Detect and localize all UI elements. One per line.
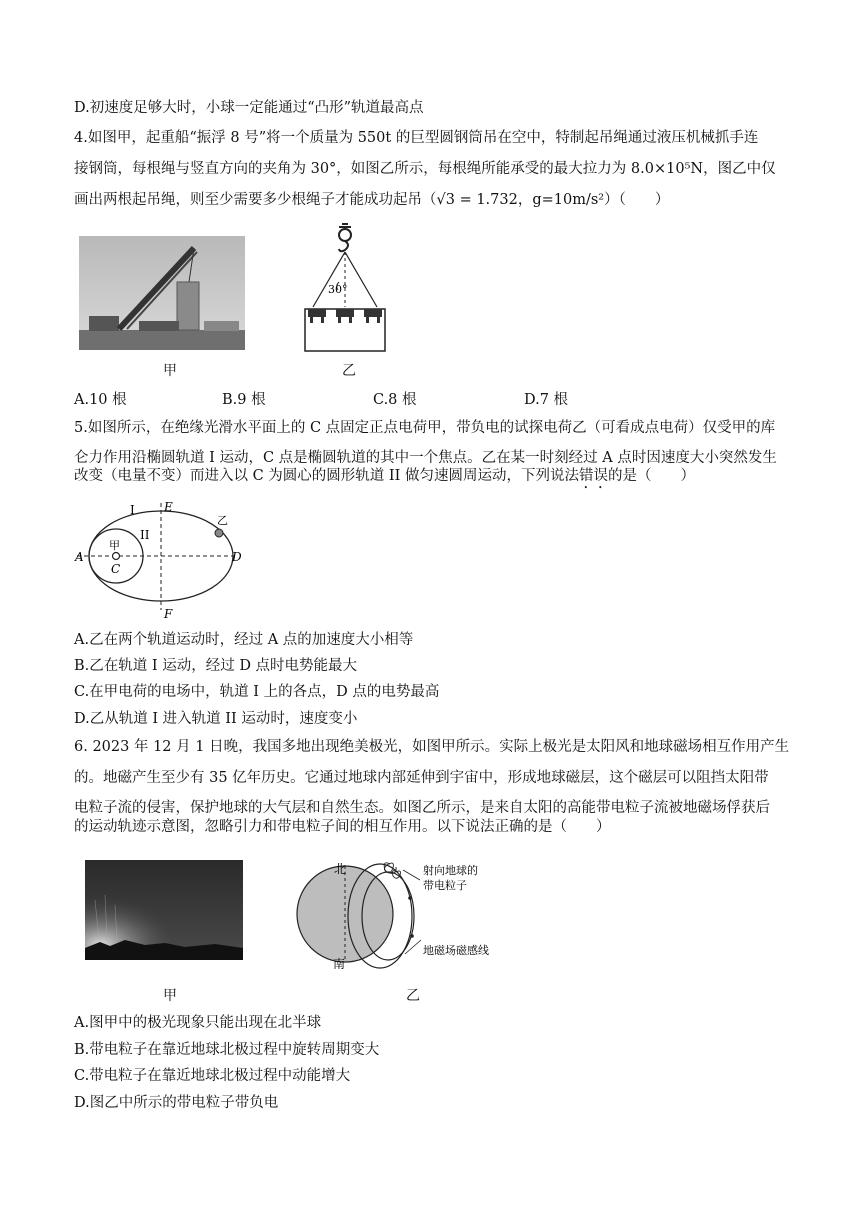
label-fieldline: 地磁场磁感线 <box>423 944 489 957</box>
q6-stem-line2: 的。地磁产生至少有 35 亿年历史。它通过地球内部延伸到宇宙中，形成地球磁层，这个磁层可以阻挡太阳带 <box>74 770 769 786</box>
orbit-diagram <box>74 498 254 620</box>
label-particles-1: 射向地球的 <box>423 864 478 877</box>
label-north: 北 <box>334 862 347 876</box>
q5-option-c: C.在甲电荷的电场中，轨道 I 上的各点，D 点的电势最高 <box>74 684 440 700</box>
label-e: E <box>164 500 173 514</box>
q5-option-a: A.乙在两个轨道运动时，经过 A 点的加速度大小相等 <box>74 632 414 648</box>
rope-diagram <box>300 222 390 354</box>
q4-stem-line2: 接钢筒，每根绳与竖直方向的夹角为 30°，如图乙所示，每根绳所能承受的最大拉力为 8.0×10⁵N，图乙中仅 <box>74 161 776 177</box>
label-particles-2: 带电粒子 <box>423 879 467 892</box>
q6-option-d: D.图乙中所示的带电粒子带负电 <box>74 1095 279 1111</box>
q4-option-b: B.9 根 <box>222 392 266 408</box>
q4-stem-line3 <box>74 190 669 210</box>
q4-caption-b: 乙 <box>342 363 356 379</box>
q5-option-b: B.乙在轨道 I 运动，经过 D 点时电势能最大 <box>74 658 358 674</box>
q6-caption-b: 乙 <box>406 988 420 1004</box>
label-south: 南 <box>333 957 346 971</box>
q4-option-a: A.10 根 <box>74 392 127 408</box>
label-d: D <box>232 550 242 564</box>
label-yi: 乙 <box>217 514 228 527</box>
orbit-label-i: I <box>130 503 135 517</box>
q4-stem-line3b: ，g=10m/s²）（ ） <box>517 192 670 208</box>
q4-option-d: D.7 根 <box>524 392 569 408</box>
q5-stem-line2: 仑力作用沿椭圆轨道 I 运动，C 点是椭圆轨道的其中一个焦点。乙在某一时刻经过 A 点时因速度大小突然发生 <box>74 450 777 466</box>
q4-option-c: C.8 根 <box>373 392 417 408</box>
orbit-label-ii: II <box>140 528 150 542</box>
magnetosphere-diagram <box>295 858 510 973</box>
q4-caption-a: 甲 <box>163 363 177 379</box>
aurora-photo <box>85 860 243 960</box>
q5-option-d: D.乙从轨道 I 进入轨道 II 运动时，速度变小 <box>74 711 358 727</box>
q6-stem-line3: 电粒子流的侵害，保护地球的大气层和自然生态。如图乙所示，是来自太阳的高能带电粒子流被地磁场俘获后 <box>74 800 770 816</box>
q5-stem-line3b: 的是（ ） <box>607 468 695 484</box>
crane-photo <box>79 236 245 350</box>
q6-stem-line1: 6. 2023 年 12 月 1 日晚，我国多地出现绝美极光，如图甲所示。实际上极光是太阳风和地球磁场相互作用产生 <box>74 739 790 755</box>
emphasis-word: 错误 <box>578 468 608 484</box>
label-jia: 甲 <box>109 539 120 552</box>
q6-option-c: C.带电粒子在靠近地球北极过程中动能增大 <box>74 1068 351 1084</box>
q6-caption-a: 甲 <box>163 988 177 1004</box>
q6-option-a: A.图甲中的极光现象只能出现在北半球 <box>74 1015 322 1031</box>
sqrt-formula: √3 = 1.732 <box>436 192 518 208</box>
q6-stem-line4: 的运动轨迹示意图，忽略引力和带电粒子间的相互作用。以下说法正确的是（ ） <box>74 819 611 835</box>
label-c: C <box>111 562 121 576</box>
q6-option-b: B.带电粒子在靠近地球北极过程中旋转周期变大 <box>74 1042 380 1058</box>
label-f: F <box>164 607 173 620</box>
q5-stem-line3a: 改变（电量不变）而进入以 C 为圆心的圆形轨道 II 做匀速圆周运动，下列说法 <box>74 468 579 484</box>
label-a: A <box>75 550 84 564</box>
q5-stem-line1: 5.如图所示，在绝缘光滑水平面上的 C 点固定正点电荷甲，带负电的试探电荷乙（可看成点电荷）仅受甲的库 <box>74 420 776 436</box>
q4-stem-line1: 4.如图甲，起重船“振浮 8 号”将一个质量为 550t 的巨型圆钢筒吊在空中，特制起吊绳通过液压机械抓手连 <box>74 130 759 146</box>
q3-option-d: D.初速度足够大时，小球一定能通过“凸形”轨道最高点 <box>74 100 424 116</box>
angle-label: 30° <box>328 283 348 296</box>
q5-stem-line3 <box>74 466 695 492</box>
q4-stem-line3a: 画出两根起吊绳，则至少需要多少根绳子才能成功起吊（ <box>74 192 437 208</box>
